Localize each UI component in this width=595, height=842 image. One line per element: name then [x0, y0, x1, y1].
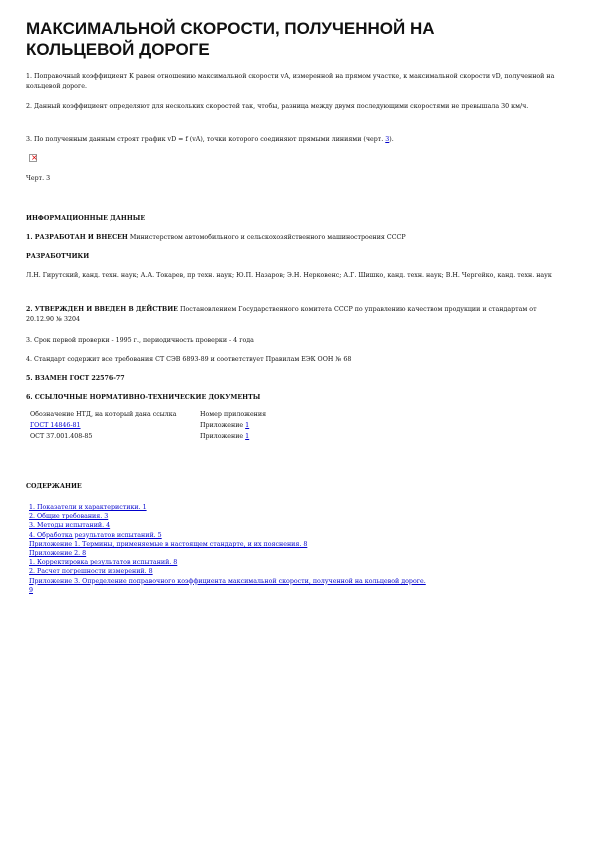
- toc-item[interactable]: 1. Корректировка результатов испытаний. 8: [29, 559, 178, 567]
- info-heading: ИНФОРМАЦИОННЫЕ ДАННЫЕ: [26, 215, 146, 222]
- info-item-2-label: 2. УТВЕРЖДЕН И ВВЕДЕН В ДЕЙСТВИЕ: [26, 306, 178, 313]
- references-table: [28, 409, 328, 442]
- info-item-1-label: 1. РАЗРАБОТАН И ВНЕСЕН: [26, 234, 128, 241]
- toc-heading: СОДЕРЖАНИЕ: [26, 483, 82, 490]
- toc-item[interactable]: 2. Общие требования. 3: [29, 513, 109, 521]
- table-header-cell: Обозначение НТД, на который дана ссылка: [30, 411, 177, 418]
- toc-item[interactable]: Приложение 3. Определение поправочного коэффициента максимальной скорости, полученной на кольцевой дороге.: [29, 577, 426, 585]
- appendix-1-link[interactable]: 1: [245, 433, 250, 440]
- document-page: [26, 18, 571, 594]
- table-cell: [198, 420, 328, 431]
- paragraph-3-text: 3. По полученным данным строят график vD = f (vA), точки которого соединяют прямыми линиями (черт.: [26, 136, 386, 143]
- table-cell: [198, 431, 328, 442]
- page-title: МАКСИМАЛЬНОЙ СКОРОСТИ, ПОЛУЧЕННОЙ НА КОЛЬЦЕВОЙ ДОРОГЕ: [26, 19, 435, 59]
- gost-14846-link[interactable]: ГОСТ 14846-81: [30, 422, 81, 429]
- appendix-text: Приложение: [200, 433, 246, 440]
- info-item-2: [26, 305, 556, 324]
- broken-image-icon: [29, 154, 37, 162]
- figure-caption: Черт. 3: [26, 175, 51, 182]
- table-of-contents: [29, 503, 569, 595]
- info-item-6: 6. ССЫЛОЧНЫЕ НОРМАТИВНО-ТЕХНИЧЕСКИЕ ДОКУМЕНТЫ: [26, 394, 261, 401]
- appendix-1-link[interactable]: 1: [245, 422, 250, 429]
- table-header-cell: Номер приложения: [200, 411, 267, 418]
- toc-item[interactable]: 2. Расчет погрешности измерений. 8: [29, 568, 153, 576]
- toc-item[interactable]: 1. Показатели и характеристики. 1: [29, 504, 147, 511]
- toc-item[interactable]: Приложение 2. 8: [29, 550, 87, 558]
- table-cell: ОСТ 37.001.408-85: [30, 433, 93, 440]
- toc-item[interactable]: 9: [29, 586, 34, 594]
- toc-item[interactable]: Приложение 1. Термины, применяемые в настоящем стандарте, и их пояснения. 8: [29, 540, 308, 548]
- table-row: [28, 420, 328, 431]
- appendix-text: Приложение: [200, 422, 246, 429]
- info-item-3: 3. Срок первой проверки - 1995 г., периодичность проверки - 4 года: [26, 337, 254, 344]
- toc-item[interactable]: 3. Методы испытаний. 4: [29, 522, 111, 530]
- table-cell: [28, 420, 198, 431]
- info-item-1-text: Министерством автомобильного и сельскохозяйственного машиностроения СССР: [127, 234, 406, 241]
- paragraph-1: 1. Поправочный коэффициент K равен отношению максимальной скорости vA, измеренной на прямом участке, к максимальной скорости vD, полученной на кольцевой дороге.: [26, 73, 555, 90]
- info-item-4: 4. Стандарт содержит все требования СТ СЭВ 6893-89 и соответствует Правилам ЕЭК ООН № 68: [26, 356, 352, 363]
- paragraph-3: [26, 135, 566, 145]
- paragraph-3-end: ).: [389, 136, 394, 143]
- developers-heading: РАЗРАБОТЧИКИ: [26, 253, 90, 260]
- paragraph-2: 2. Данный коэффициент определяют для нескольких скоростей так, чтобы, разница между двумя последующими скоростями не превышала 30 км/ч.: [26, 103, 529, 110]
- info-item-1: [26, 233, 566, 243]
- toc-item[interactable]: 4. Обработка результатов испытаний. 5: [29, 531, 162, 539]
- table-header-row: [28, 409, 328, 420]
- figure-3-link[interactable]: 3: [385, 136, 390, 143]
- developers-list: Л.Н. Гирутский, канд. техн. наук; А.А. Токарев, пр техн. наук; Ю.П. Назаров; Э.Н. Нерковенс; А.Г. Шишко, канд. техн. наук; В.Н. Чергейко, канд. техн. наук: [26, 272, 552, 279]
- table-row: [28, 431, 328, 442]
- info-item-5: 5. ВЗАМЕН ГОСТ 22576-77: [26, 375, 125, 382]
- info-item-2-text: Постановлением Государственного комитета СССР по управлению качеством продукции и стандартам от 20.12.90 № 3204: [26, 306, 537, 323]
